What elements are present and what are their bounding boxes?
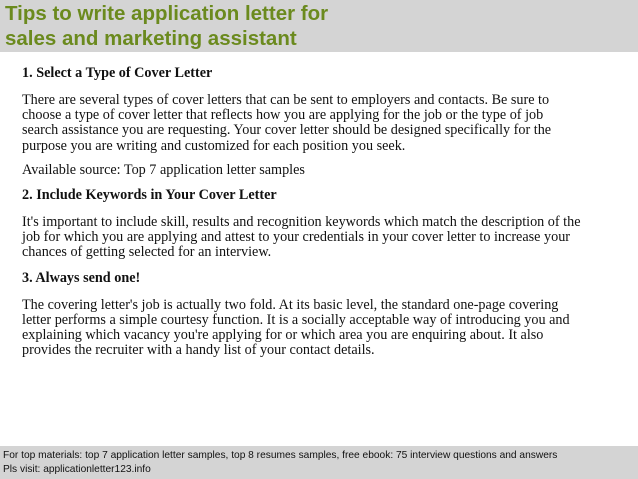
footer-text-line-1: For top materials: top 7 application letter samples, top 8 resumes samples, free ebook: 75 interview questions and answers (3, 450, 558, 461)
available-source-text: Available source: Top 7 application letter samples (22, 161, 305, 178)
footer-bar (0, 446, 638, 479)
paragraph-line: It's important to include skill, results and recognition keywords which match the description of the (22, 214, 581, 231)
section-3-paragraph (22, 298, 622, 359)
paragraph-line: chances of getting selected for an interview. (22, 244, 272, 261)
paragraph-line: The covering letter's job is actually two fold. At its basic level, the standard one-page covering (22, 296, 559, 313)
paragraph-line: provides the recruiter with a handy list of your contact details. (22, 342, 375, 359)
section-heading-1: 1. Select a Type of Cover Letter (22, 65, 213, 81)
section-1-paragraph (22, 93, 622, 154)
document-body (22, 65, 622, 358)
paragraph-line: purpose you are writing and customized for each position you seek. (22, 137, 406, 154)
paragraph-line: letter performs a simple courtesy function. It is a socially acceptable way of introducing you and (22, 311, 570, 328)
section-heading-3: 3. Always send one! (22, 269, 141, 286)
section-heading-2: 2. Include Keywords in Your Cover Letter (22, 187, 277, 204)
paragraph-line: explaining which vacancy you're applying for or which area you are enquiring about. It also (22, 327, 544, 344)
page-title-line-1: Tips to write application letter for (5, 2, 329, 25)
paragraph-line: search assistance you are requesting. Your cover letter should be designed specifically for the (22, 122, 552, 139)
paragraph-line: There are several types of cover letters that can be sent to employers and contacts. Be sure to (22, 92, 550, 108)
section-2-paragraph (22, 215, 622, 261)
title-bar (0, 0, 638, 52)
page-title-line-2: sales and marketing assistant (5, 27, 297, 50)
paragraph-line: choose a type of cover letter that reflects how you are applying for the job or the type of job (22, 107, 544, 124)
footer-text-line-2: Pls visit: applicationletter123.info (3, 464, 151, 475)
paragraph-line: job for which you are applying and attest to your credentials in your cover letter to increase your (22, 229, 571, 246)
